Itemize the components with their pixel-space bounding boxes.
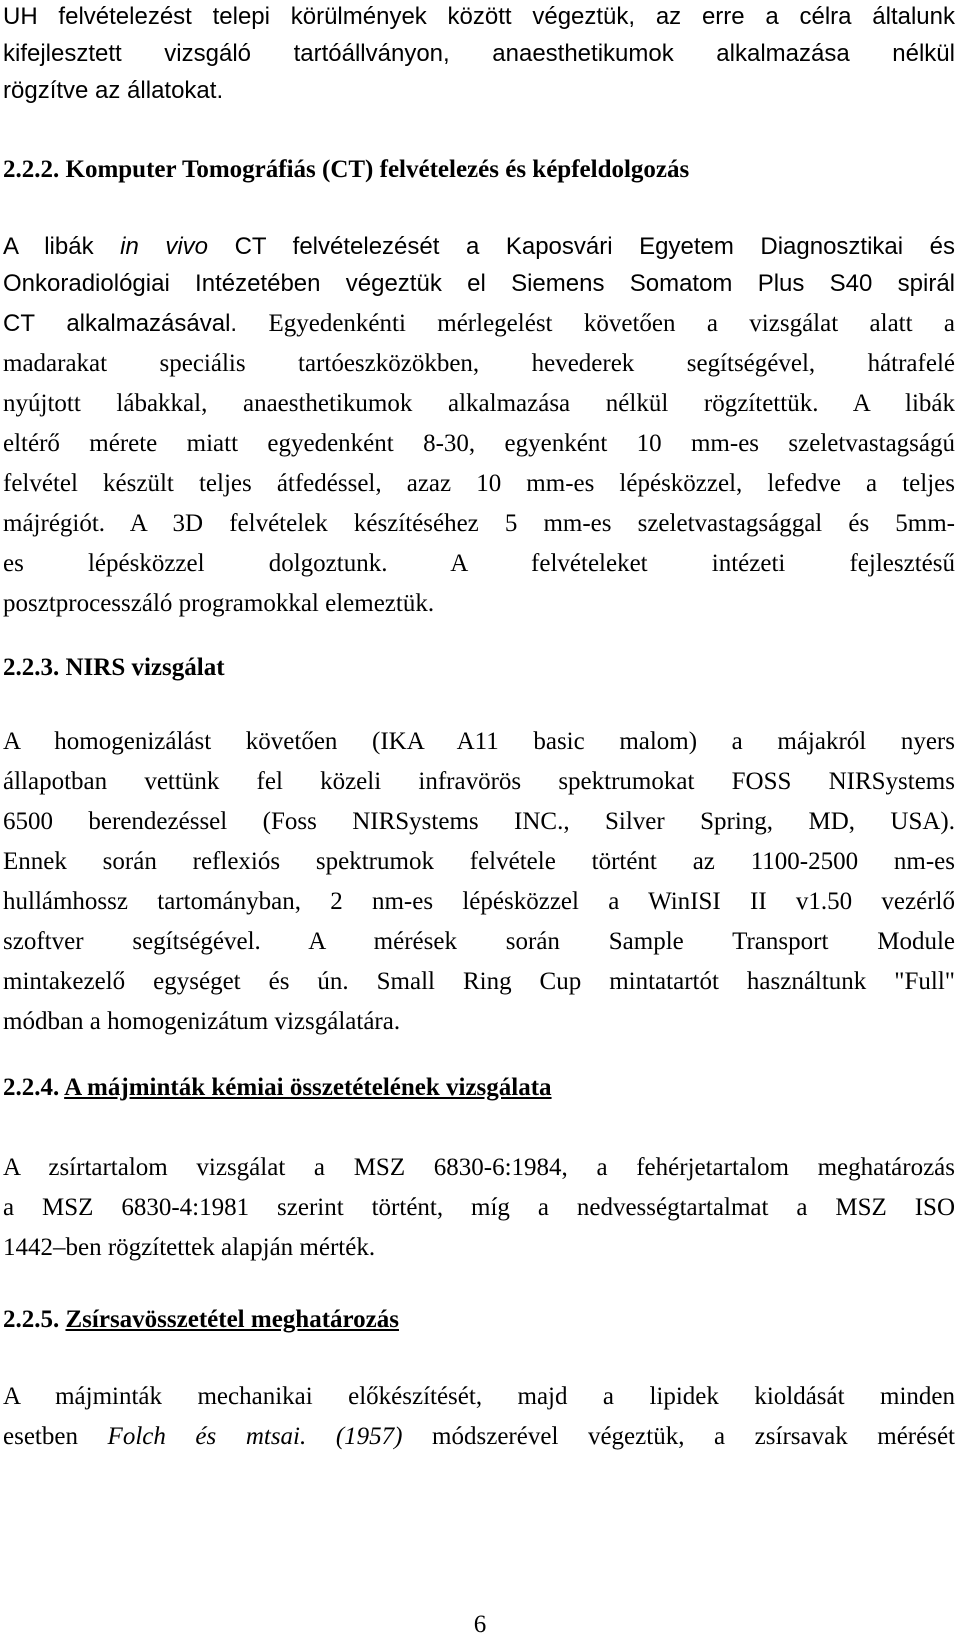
section-number: 2.2.3. — [3, 654, 60, 681]
text-line: Onkoradiológiai Intézetében végeztük el Siemens Somatom Plus S40 spirál — [3, 270, 955, 297]
text-span: A libák — [3, 233, 121, 260]
text-line: a MSZ 6830-4:1981 szerint történt, míg a nedvességtartalmat a MSZ ISO — [3, 1194, 955, 1221]
text-line — [3, 304, 955, 344]
text-line: 1442–ben rögzítettek alapján mérték. — [3, 1234, 376, 1261]
text-line: hullámhossz tartományban, 2 nm-es lépésközzel a WinISI II v1.50 vezérlő — [3, 888, 955, 915]
text-span: A libák — [818, 390, 955, 417]
text-line: májrégiót. A 3D felvételek készítéséhez 5 mm-es szeletvastagsággal és 5mm- — [3, 510, 955, 537]
page-number: 6 — [473, 1611, 487, 1638]
italic-term: in vivo — [120, 233, 209, 260]
chemical-paragraph — [3, 1148, 955, 1268]
text-line: A májminták mechanikai előkészítését, majd a lipidek kioldását minden — [3, 1383, 955, 1410]
text-line: eltérő mérete miatt egyedenként 8-30, egyenként 10 mm-es szeletvastagságú — [3, 430, 955, 457]
text-line: A homogenizálást követően (IKA A11 basic malom) a májakról nyers — [3, 728, 955, 755]
text-line: állapotban vettünk fel közeli infravörös spektrumokat FOSS NIRSystems — [3, 768, 955, 795]
text-span: módszerével végeztük, a zsírsavak mérését — [402, 1423, 955, 1450]
text-line — [3, 384, 955, 424]
section-heading-2-2-2 — [3, 152, 955, 188]
section-heading-2-2-3 — [3, 650, 955, 686]
text-line: Ennek során reflexiós spektrumok felvétele történt az 1100-2500 nm-es — [3, 848, 955, 875]
section-title: Komputer Tomográfiás (CT) felvételezés és képfeldolgozás — [65, 156, 690, 183]
section-number: 2.2.2. — [3, 156, 60, 183]
text-line: 6500 berendezéssel (Foss NIRSystems INC., Silver Spring, MD, USA). — [3, 808, 955, 835]
text-span: CT alkalmazásával. — [3, 310, 238, 337]
text-line: kifejlesztett vizsgáló tartóállványon, anaesthetikumok alkalmazása nélkül — [3, 40, 955, 67]
text-line: rögzítve az állatokat. — [3, 77, 224, 104]
fatty-acid-paragraph — [3, 1377, 955, 1457]
text-line: módban a homogenizátum vizsgálatára. — [3, 1008, 401, 1035]
text-span: esetben — [3, 1423, 108, 1450]
section-heading-2-2-4 — [3, 1070, 955, 1106]
text-line: felvétel készült teljes átfedéssel, azaz 10 mm-es lépésközzel, lefedve a teljes — [3, 470, 955, 497]
text-line: A zsírtartalom vizsgálat a MSZ 6830-6:1984, a fehérjetartalom meghatározás — [3, 1154, 955, 1181]
italic-citation: Folch és mtsai. (1957) — [107, 1423, 403, 1450]
text-line: mintakezelő egységet és ún. Small Ring Cup mintatartót használtunk "Full" — [3, 968, 955, 995]
section-heading-2-2-5 — [3, 1302, 955, 1338]
text-span: Egyedenkénti mérlegelést követően a vizsgálat alatt a — [237, 310, 955, 337]
text-span: CT felvételezését a Kaposvári Egyetem Diagnosztikai és — [208, 233, 955, 260]
text-line: szoftver segítségével. A mérések során Sample Transport Module — [3, 928, 955, 955]
nirs-paragraph — [3, 722, 955, 1042]
text-line: es lépésközzel dolgoztunk. A felvételeket intézeti fejlesztésű — [3, 550, 955, 577]
intro-paragraph — [3, 0, 955, 111]
section-number: 2.2.4. — [3, 1074, 60, 1101]
text-line: madarakat speciális tartóeszközökben, hevederek segítségével, hátrafelé — [3, 350, 955, 377]
text-span: nyújtott lábakkal, anaesthetikumok alkalmazása nélkül rögzítettük. — [3, 390, 819, 417]
text-line: UH felvételezést telepi körülmények között végeztük, az erre a célra általunk — [3, 3, 955, 30]
section-title: A májminták kémiai összetételének vizsgálata — [64, 1074, 552, 1101]
section-title: NIRS vizsgálat — [65, 654, 225, 681]
text-line — [3, 227, 955, 267]
text-line — [3, 1417, 955, 1457]
section-title: Zsírsavösszetétel meghatározás — [65, 1306, 399, 1333]
ct-paragraph — [3, 227, 955, 624]
text-line: posztprocesszáló programokkal elemeztük. — [3, 590, 435, 617]
section-number: 2.2.5. — [3, 1306, 60, 1333]
